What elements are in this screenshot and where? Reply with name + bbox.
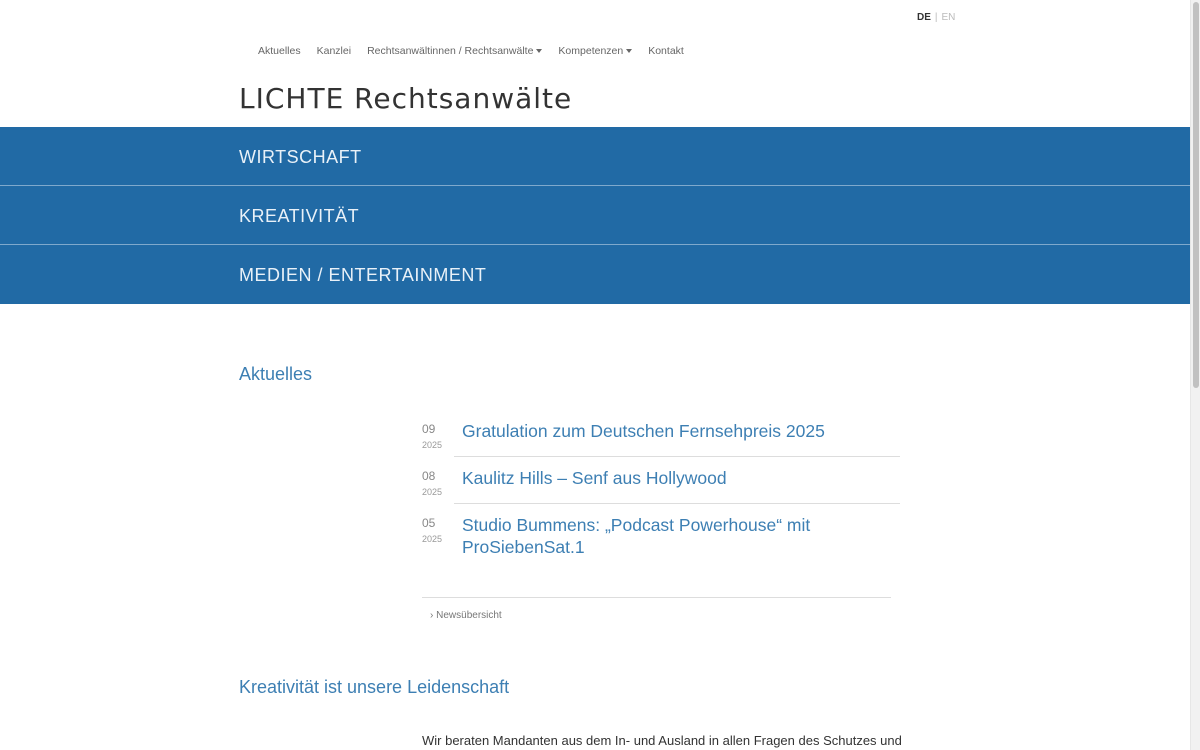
nav-item-label: Rechtsanwältinnen / Rechtsanwälte (367, 45, 534, 57)
practice-area-kreativitaet[interactable] (0, 186, 1190, 245)
news-section-title: Aktuelles (239, 364, 313, 384)
caret-down-icon (626, 49, 632, 53)
practice-area-label: WIRTSCHAFT (239, 147, 362, 167)
news-year: 2025 (422, 486, 443, 497)
lang-en-link[interactable]: EN (941, 12, 956, 23)
vertical-scrollbar[interactable] (1190, 0, 1200, 750)
lang-separator: | (934, 12, 938, 23)
news-list (422, 410, 900, 572)
nav-item-label: Kanzlei (316, 45, 352, 57)
main-nav (258, 45, 684, 57)
practice-area-label: MEDIEN / ENTERTAINMENT (239, 265, 487, 285)
nav-item-kanzlei[interactable] (317, 45, 351, 57)
news-item (422, 457, 900, 504)
site-logo[interactable]: LICHTE Rechtsanwälte (239, 82, 573, 115)
news-year: 2025 (422, 439, 443, 450)
lang-de-link[interactable]: DE (917, 12, 931, 23)
practice-area-wirtschaft[interactable] (0, 127, 1190, 186)
news-date (422, 422, 442, 451)
news-item (422, 504, 900, 572)
nav-item-label: Kontakt (648, 45, 684, 57)
news-date (422, 516, 442, 545)
news-overview-link[interactable] (430, 610, 502, 621)
news-item (422, 410, 900, 457)
news-year: 2025 (422, 533, 443, 544)
news-headline-link[interactable]: Studio Bummens: „Podcast Powerhouse“ mit ProSiebenSat.1 (462, 515, 811, 557)
practice-areas-band (0, 127, 1190, 304)
scrollbar-thumb[interactable] (1193, 2, 1199, 388)
news-divider (422, 597, 891, 598)
nav-item-rechtsanwaelte[interactable] (367, 45, 542, 57)
creativity-text: Wir beraten Mandanten aus dem In- und Ausland in allen Fragen des Schutzes und (422, 733, 902, 748)
practice-area-label: KREATIVITÄT (239, 206, 360, 226)
nav-item-label: Aktuelles (258, 45, 301, 57)
creativity-section-title: Kreativität ist unsere Leidenschaft (239, 677, 510, 697)
chevron-right-icon: › (430, 610, 434, 621)
practice-area-medien[interactable] (0, 245, 1190, 304)
news-month: 08 (422, 469, 436, 483)
news-date (422, 469, 442, 498)
caret-down-icon (536, 49, 542, 53)
nav-item-aktuelles[interactable] (258, 45, 301, 57)
nav-item-kontakt[interactable] (648, 45, 684, 57)
news-overview-label: Newsübersicht (436, 610, 502, 621)
news-month: 05 (422, 516, 436, 530)
news-headline-link[interactable]: Gratulation zum Deutschen Fernsehpreis 2025 (462, 421, 825, 441)
nav-item-label: Kompetenzen (558, 45, 624, 57)
language-switch (917, 12, 955, 23)
news-headline-link[interactable]: Kaulitz Hills – Senf aus Hollywood (462, 468, 727, 488)
news-month: 09 (422, 422, 436, 436)
nav-item-kompetenzen[interactable] (558, 45, 632, 57)
